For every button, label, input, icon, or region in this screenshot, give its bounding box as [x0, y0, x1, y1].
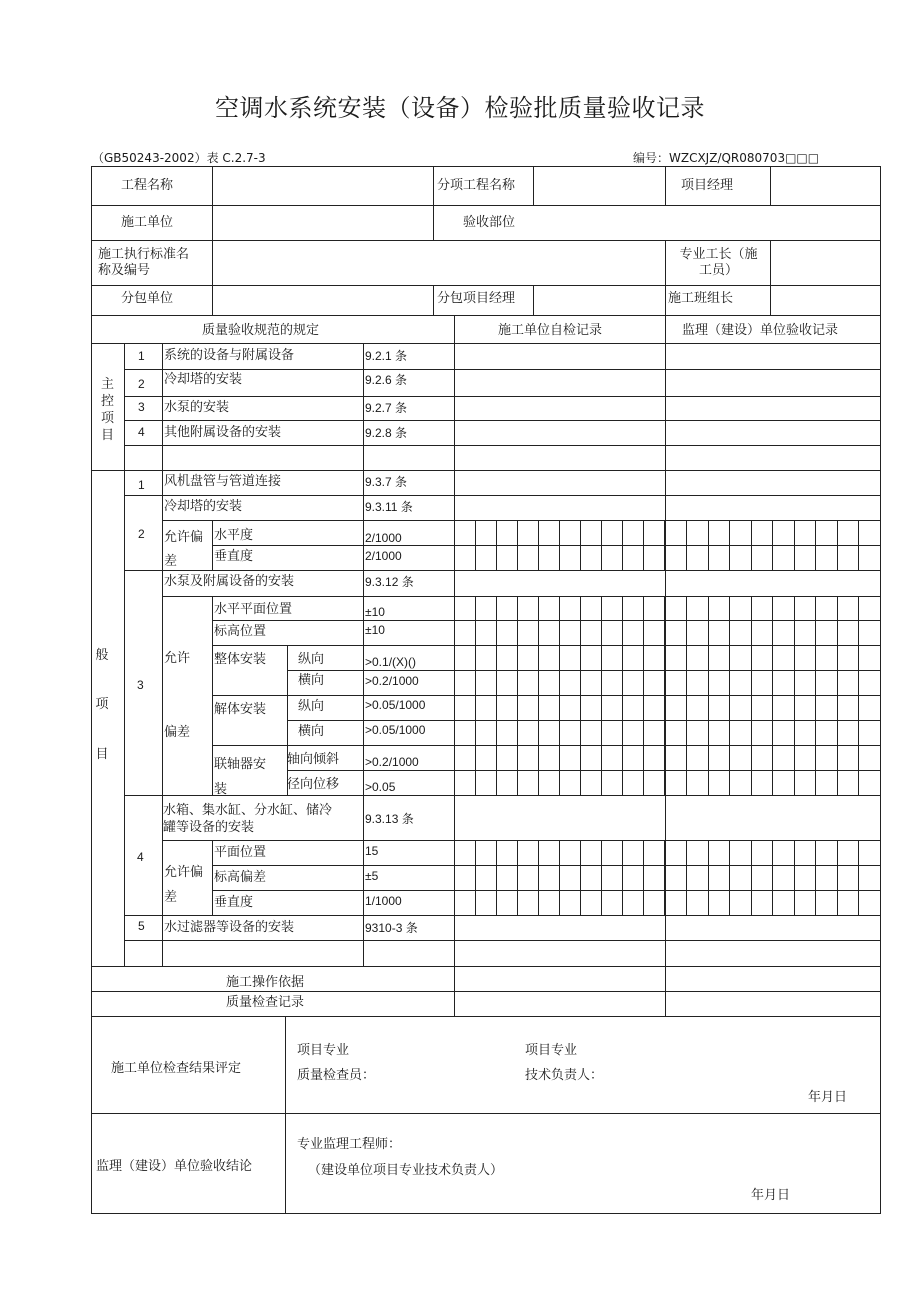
grid-line: [880, 596, 881, 795]
gen-row-5-item: 水过滤器等设备的安装: [164, 920, 295, 935]
main-row-1-no: 1: [138, 349, 145, 363]
gen-row-3-radial: 径向位移: [287, 777, 340, 792]
eval-qc-inspector: 项目专业 质量检查员：: [297, 1043, 376, 1083]
gen-row-3-no: 3: [137, 678, 144, 692]
label-conclusion: 监理（建设）单位验收结论: [96, 1159, 253, 1174]
conclusion-date: 年月日: [751, 1188, 791, 1203]
grid-line: [622, 520, 623, 570]
standard-name-line2: 称及编号: [98, 263, 151, 278]
col-divider: [665, 315, 666, 1016]
main-row-1-clause: 9.2.1 条: [365, 349, 408, 363]
grid-line: [643, 596, 644, 795]
row-divider: [91, 205, 881, 206]
grid-line: [517, 596, 518, 795]
general-label-3: 目: [95, 747, 109, 762]
table-border: [91, 166, 881, 167]
grid-line: [559, 520, 560, 570]
row-divider: [124, 396, 881, 397]
col-divider: [665, 240, 666, 315]
col-divider: [433, 285, 434, 315]
row-divider: [162, 520, 881, 521]
grid-line: [686, 520, 687, 570]
grid-line: [708, 520, 709, 570]
col-divider: [162, 343, 163, 966]
grid-line: [815, 840, 816, 915]
col-divider: [533, 285, 534, 315]
gen-row-4-plane-value: 15: [365, 844, 379, 858]
grid-line: [538, 520, 539, 570]
foreman-line2: 工员）: [698, 263, 738, 278]
header-self-check: 施工单位自检记录: [498, 323, 603, 338]
label-evaluation: 施工单位检查结果评定: [111, 1061, 242, 1076]
col-divider: [212, 520, 213, 570]
general-label-1: 般: [95, 648, 109, 663]
main-row-1-item: 系统的设备与附属设备: [164, 348, 295, 363]
grid-line: [751, 520, 752, 570]
label-construction-unit: 施工单位: [121, 215, 174, 230]
row-divider: [212, 745, 881, 746]
gen-row-3-dis-trans-value: >0.05/1000: [365, 723, 426, 737]
label-project-manager: 项目经理: [681, 178, 734, 193]
gen-row-5-no: 5: [138, 919, 145, 933]
row-divider: [91, 1113, 881, 1114]
grid-line: [880, 840, 881, 915]
grid-line: [837, 596, 838, 795]
grid-line: [643, 520, 644, 570]
row-divider: [91, 240, 881, 241]
gen-row-3-axial-value: >0.2/1000: [365, 755, 419, 769]
general-label-2: 项: [95, 697, 109, 712]
grid-line: [708, 596, 709, 795]
grid-line: [517, 520, 518, 570]
gen-row-3-dis-long: 纵向: [298, 699, 325, 714]
row-divider: [91, 1016, 881, 1017]
col-divider: [770, 166, 771, 205]
gen-row-4-elev-value: ±5: [365, 869, 379, 883]
grid-line: [664, 520, 665, 570]
gen-row-2-horiz: 水平度: [214, 528, 254, 543]
grid-line: [559, 596, 560, 795]
gen-row-3-dis-trans: 横向: [298, 724, 325, 739]
main-row-3-clause: 9.2.7 条: [365, 401, 408, 415]
grid-line: [880, 520, 881, 570]
grid-line: [622, 840, 623, 915]
gen-row-1-no: 1: [138, 478, 145, 492]
gen-row-3-elev-value: ±10: [365, 623, 385, 637]
label-project-name: 工程名称: [121, 178, 174, 193]
col-divider: [287, 645, 288, 795]
header-spec: 质量验收规范的规定: [202, 323, 320, 338]
col-divider: [363, 343, 364, 966]
grid-line: [496, 596, 497, 795]
grid-line: [538, 840, 539, 915]
row-divider: [124, 495, 881, 496]
gen-row-3-item: 水泵及附属设备的安装: [164, 574, 295, 589]
grid-line: [559, 840, 560, 915]
grid-line: [751, 840, 752, 915]
grid-line: [815, 520, 816, 570]
grid-line: [601, 840, 602, 915]
gen-row-3-whole: 整体安装: [214, 652, 267, 667]
grid-line: [858, 840, 859, 915]
gen-row-3-radial-value: >0.05: [365, 780, 396, 794]
grid-line: [815, 596, 816, 795]
gen-row-3-clause: 9.3.12 条: [365, 575, 414, 589]
gen-row-5-clause: 9310-3 条: [365, 921, 418, 935]
col-divider: [665, 166, 666, 205]
label-subproject-name: 分项工程名称: [437, 178, 516, 193]
gen-row-4-vert-value: 1/1000: [365, 894, 402, 908]
main-items-label: 主 控 项 目: [100, 377, 114, 443]
grid-line: [837, 520, 838, 570]
gen-row-3-pos-value: ±10: [365, 605, 385, 619]
main-row-3-item: 水泵的安装: [164, 400, 230, 415]
label-quality-record: 质量检查记录: [226, 995, 305, 1010]
owner-representative: （建设单位项目专业技术负责人）: [308, 1163, 504, 1178]
grid-line: [686, 840, 687, 915]
row-divider: [91, 315, 881, 316]
grid-line: [580, 596, 581, 795]
gen-row-4-dev-label: 允许偏 差: [164, 865, 204, 905]
grid-line: [708, 840, 709, 915]
main-row-2-clause: 9.2.6 条: [365, 373, 408, 387]
gen-row-3-whole-long-value: >0.1/(X)(): [365, 655, 417, 669]
grid-line: [794, 520, 795, 570]
row-divider: [212, 890, 881, 891]
grid-line: [751, 596, 752, 795]
grid-line: [601, 520, 602, 570]
col-divider: [212, 596, 213, 795]
row-divider: [124, 420, 881, 421]
row-divider: [287, 720, 881, 721]
row-divider: [91, 285, 881, 286]
row-divider: [162, 840, 881, 841]
label-acceptance-part: 验收部位: [463, 215, 516, 230]
gen-row-2-no: 2: [138, 527, 145, 541]
row-divider: [212, 545, 881, 546]
gen-row-4-vert: 垂直度: [214, 895, 254, 910]
grid-line: [794, 596, 795, 795]
grid-line: [772, 596, 773, 795]
row-divider: [124, 940, 881, 941]
row-divider: [124, 915, 881, 916]
eval-tech-lead: 项目专业 技术负责人：: [525, 1043, 604, 1083]
gen-row-2-clause: 9.3.11 条: [365, 500, 413, 514]
gen-row-3-whole-trans: 横向: [298, 673, 325, 688]
grid-line: [475, 520, 476, 570]
label-standard-name: [98, 247, 189, 279]
standard-name-line1: 施工执行标准名: [98, 247, 190, 262]
grid-line: [643, 840, 644, 915]
grid-line: [496, 840, 497, 915]
gen-row-4-item: 水箱、集水缸、分水缸、储冷 罐等设备的安装: [163, 803, 333, 835]
gen-row-3-coupling: 联轴器安 装: [214, 757, 267, 797]
gen-row-2-vert: 垂直度: [214, 549, 254, 564]
gen-row-1-item: 风机盘管与管道连接: [164, 474, 282, 489]
gen-row-3-whole-trans-value: >0.2/1000: [365, 674, 419, 688]
gen-row-4-plane: 平面位置: [214, 845, 267, 860]
grid-line: [664, 840, 665, 915]
col-divider: [212, 840, 213, 915]
row-divider: [212, 695, 881, 696]
col-divider: [454, 315, 455, 1016]
page-title: 空调水系统安装（设备）检验批质量验收记录: [215, 94, 705, 122]
grid-line: [729, 840, 730, 915]
serial-number: 编号：WZCXJZ/QR080703□□□: [633, 151, 820, 165]
grid-line: [664, 596, 665, 795]
grid-line: [580, 840, 581, 915]
gen-row-2-vert-value: 2/1000: [365, 549, 402, 563]
gen-row-1-clause: 9.3.7 条: [365, 475, 408, 489]
grid-line: [772, 520, 773, 570]
main-row-2-no: 2: [138, 377, 145, 391]
label-operation-basis: 施工操作依据: [226, 975, 305, 990]
gen-row-3-dis-long-value: >0.05/1000: [365, 698, 426, 712]
grid-line: [517, 840, 518, 915]
supervisor-signature: 专业监理工程师：: [297, 1137, 402, 1152]
label-sub-pm: 分包项目经理: [437, 291, 516, 306]
row-divider: [212, 645, 881, 646]
grid-line: [475, 596, 476, 795]
table-border: [91, 166, 92, 1214]
eval-date: 年月日: [808, 1090, 848, 1105]
standard-reference: （GB50243-2002）表 C.2.7-3: [92, 151, 266, 165]
gen-row-4-elev: 标高偏差: [214, 870, 267, 885]
col-divider: [124, 343, 125, 966]
grid-line: [580, 520, 581, 570]
row-divider: [124, 570, 881, 571]
table-border: [91, 1213, 881, 1214]
gen-row-4-clause: 9.3.13 条: [365, 812, 414, 826]
main-row-2-item: 冷却塔的安装: [164, 372, 243, 387]
header-supervision: 监理（建设）单位验收记录: [682, 323, 839, 338]
grid-line: [858, 520, 859, 570]
grid-line: [538, 596, 539, 795]
gen-row-2-item: 冷却塔的安装: [164, 499, 243, 514]
col-divider: [433, 166, 434, 240]
gen-row-2-horiz-value: 2/1000: [365, 531, 402, 545]
main-row-4-no: 4: [138, 425, 145, 439]
gen-row-3-whole-long: 纵向: [298, 652, 325, 667]
label-foreman: [667, 247, 770, 279]
row-divider: [91, 343, 881, 344]
grid-line: [496, 520, 497, 570]
grid-line: [729, 520, 730, 570]
grid-line: [622, 596, 623, 795]
gen-row-3-dev-l2: 偏差: [164, 725, 191, 740]
row-divider: [212, 620, 881, 621]
grid-line: [772, 840, 773, 915]
row-divider: [287, 770, 881, 771]
grid-line: [837, 840, 838, 915]
gen-row-3-dis: 解体安装: [214, 702, 267, 717]
main-row-3-no: 3: [138, 400, 145, 414]
grid-line: [794, 840, 795, 915]
gen-row-3-axial: 轴向倾斜: [287, 752, 340, 767]
foreman-line1: 专业工长（施: [679, 247, 758, 262]
gen-row-2-dev-label: 允许偏 差: [164, 530, 204, 569]
label-subcontractor: 分包单位: [121, 291, 174, 306]
grid-line: [686, 596, 687, 795]
grid-line: [858, 596, 859, 795]
row-divider: [91, 966, 881, 967]
col-divider: [285, 1016, 286, 1214]
row-divider: [124, 445, 881, 446]
grid-line: [475, 840, 476, 915]
grid-line: [729, 596, 730, 795]
row-divider: [91, 991, 881, 992]
row-divider: [287, 670, 881, 671]
grid-line: [601, 596, 602, 795]
gen-row-4-no: 4: [137, 850, 144, 864]
gen-row-3-dev-l1: 允许: [164, 651, 191, 666]
main-row-4-clause: 9.2.8 条: [365, 426, 408, 440]
row-divider: [91, 470, 881, 471]
row-divider: [162, 596, 881, 597]
col-divider: [533, 166, 534, 205]
gen-row-3-elev: 标高位置: [214, 624, 267, 639]
main-row-4-item: 其他附属设备的安装: [164, 425, 282, 440]
gen-row-3-pos: 水平平面位置: [214, 602, 293, 617]
label-team-leader: 施工班组长: [668, 291, 734, 306]
col-divider: [770, 240, 771, 315]
row-divider: [212, 865, 881, 866]
col-divider: [212, 166, 213, 315]
row-divider: [124, 369, 881, 370]
